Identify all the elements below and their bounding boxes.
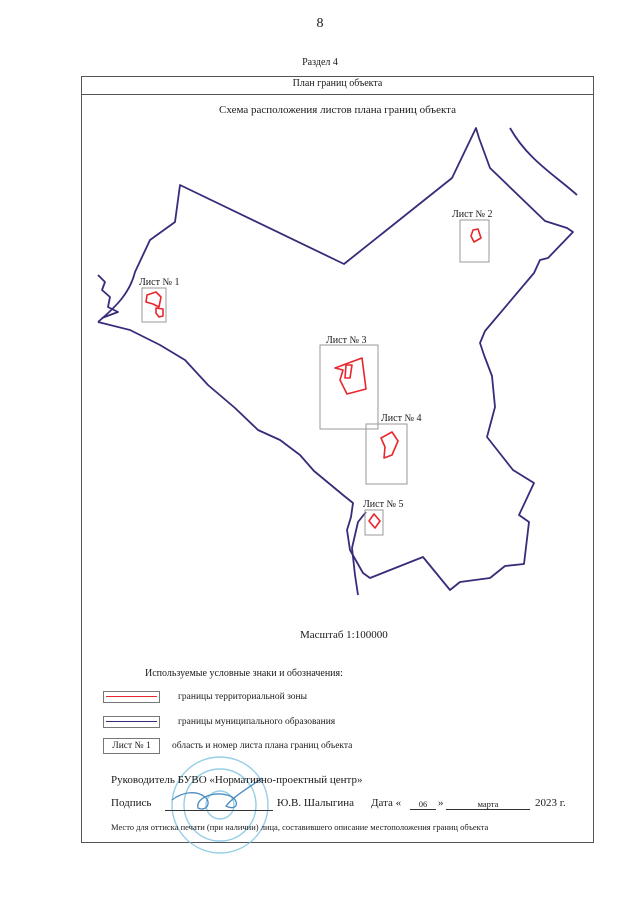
signature-label: Подпись — [111, 797, 152, 809]
frame-title: План границ объекта — [292, 78, 383, 89]
zone-borders — [146, 229, 481, 528]
sheet-label-1: Лист № 1 — [139, 277, 180, 288]
map-scale: Масштаб 1:100000 — [300, 629, 388, 641]
date-day: 06 — [410, 799, 436, 810]
sheet-label-4: Лист № 4 — [381, 413, 422, 424]
sheet-label-5: Лист № 5 — [363, 499, 404, 510]
sheet-area-3 — [320, 345, 378, 429]
legend-zone-swatch — [103, 691, 160, 703]
date-day-close: » — [438, 797, 444, 809]
zone-5 — [369, 514, 380, 528]
page-number: 8 — [316, 16, 324, 31]
date-label: Дата « — [371, 797, 402, 809]
signature-head: Руководитель БУВО «Нормативно-проектный центр» — [111, 774, 363, 786]
scheme-title: Схема расположения листов плана границ объекта — [219, 104, 456, 116]
zone-1b — [156, 308, 163, 317]
sheet-label-2: Лист № 2 — [452, 209, 493, 220]
date-year: 2023 г. — [535, 797, 566, 809]
sheet-label-3: Лист № 3 — [326, 335, 367, 346]
municipal-border-bay — [352, 512, 366, 595]
municipal-border — [98, 128, 577, 595]
legend-municipal-label: границы муниципального образования — [178, 717, 336, 727]
zone-2 — [471, 229, 481, 242]
stamp-note: Место для оттиска печати (при наличии) лица, составившего описание местоположения границ объекта — [111, 822, 489, 832]
signature-line — [165, 810, 273, 811]
legend-sheet-label: область и номер листа плана границ объекта — [172, 741, 353, 751]
municipal-border-left-branch — [98, 275, 118, 318]
signatory-name: Ю.В. Шалыгина — [277, 797, 355, 809]
date-month: марта — [446, 799, 530, 810]
sheet-areas — [142, 220, 489, 535]
legend-zone-label: границы территориальной зоны — [178, 692, 308, 702]
legend-title: Используемые условные знаки и обозначения: — [145, 668, 343, 679]
zone-4 — [381, 432, 398, 458]
zone-1 — [146, 292, 161, 307]
municipal-border-main — [98, 128, 573, 590]
zone-3b — [345, 365, 352, 378]
stamp-image — [172, 757, 268, 853]
legend-sheet-sample: Лист № 1 — [103, 738, 160, 754]
sheet-area-4 — [366, 424, 407, 484]
section-title: Раздел 4 — [302, 57, 338, 68]
municipal-border-top — [510, 128, 577, 195]
legend-municipal-swatch — [103, 716, 160, 728]
